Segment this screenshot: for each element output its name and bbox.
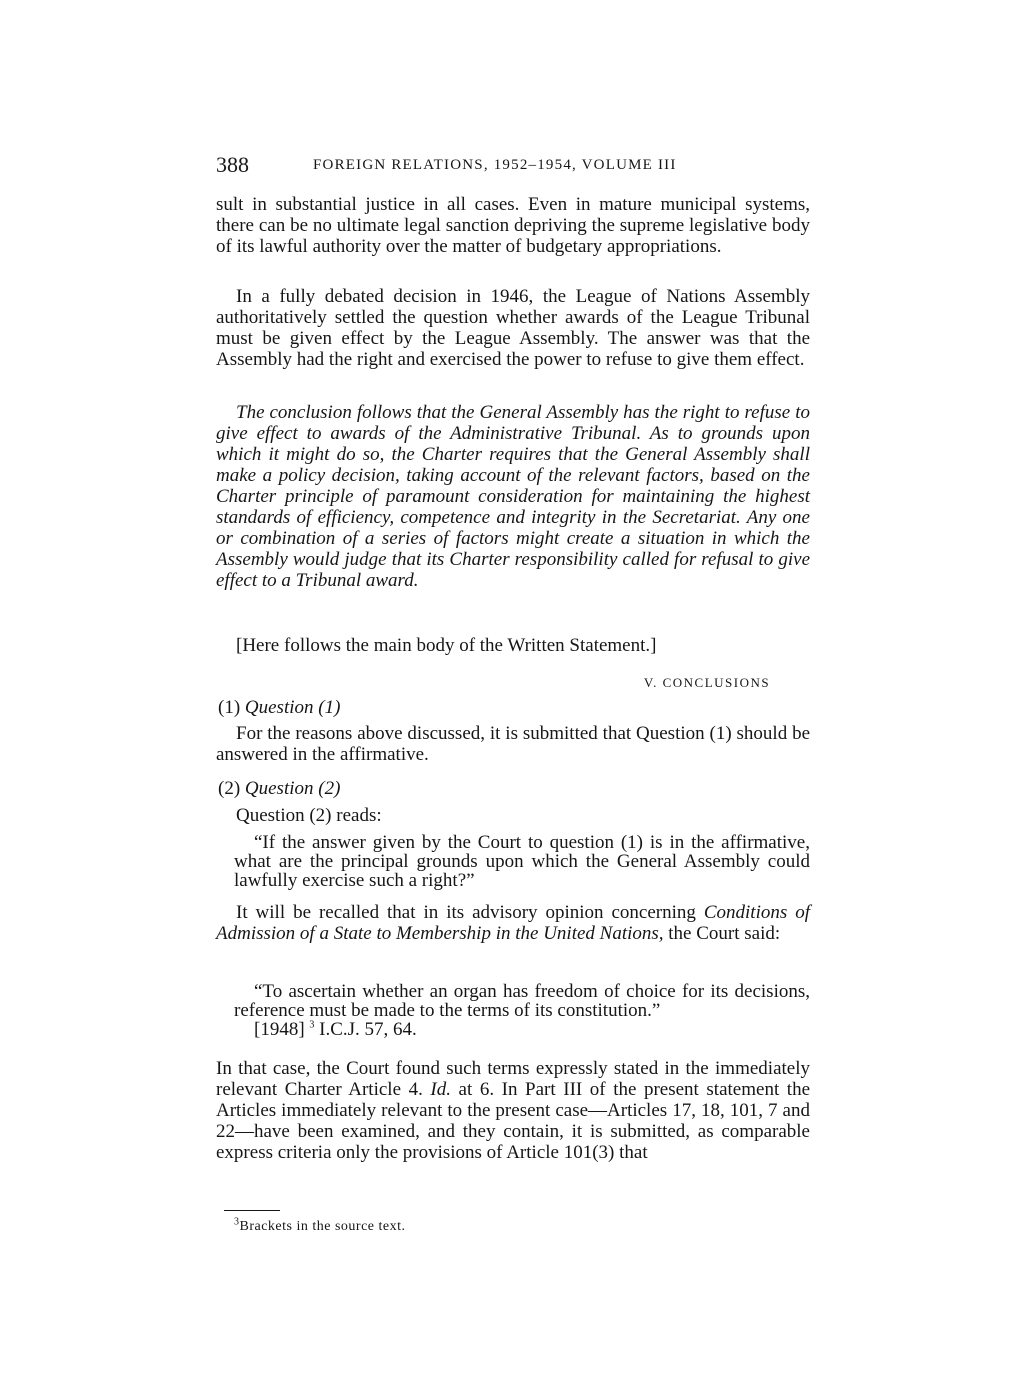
question-2-intro (216, 805, 810, 826)
id-citation: Id. (430, 1079, 451, 1100)
question-1-answer (216, 723, 810, 765)
section-title: V. CONCLUSIONS (643, 675, 771, 690)
court-quote-block (234, 982, 810, 1039)
citation-reference: I.C.J. 57, 64. (319, 1019, 417, 1040)
recall-paragraph (216, 902, 810, 944)
question-2-reads: Question (2) reads: (236, 805, 382, 826)
paragraph-1: sult in substantial justice in all cases. Even in mature municipal systems, there can be no ultimate legal sanction depriving the supreme legislative body of its lawful authority over the matter of budgetary appropriations. (216, 194, 810, 257)
recall-text (216, 902, 810, 944)
running-title: FOREIGN RELATIONS, 1952–1954, VOLUME III (313, 157, 677, 173)
court-quote: “To ascertain whether an organ has freedom of choice for its decisions, reference must be made to the terms of its constitution.” (234, 981, 810, 1021)
question-1-number: (1) (218, 697, 241, 718)
recall-tail: the Court said: (663, 923, 781, 944)
question-1-text: For the reasons above discussed, it is submitted that Question (1) should be answered in the affirmative. (216, 723, 810, 765)
footnote-text: Brackets in the source text. (239, 1219, 406, 1234)
paragraph-3: The conclusion follows that the General Assembly has the right to refuse to give effect to awards of the Administrative Tribunal. As to grounds upon which it might do so, the Charter requires that the General Assembly shall make a policy decision, taking account of the relevant factors, based on the Charter principle of paramount consideration for maintaining the highest standards of efficiency, competence and integrity in the Secretariat. Any one or combination of a series of factors might create a situation in which the Assembly would judge that its Charter responsibility called for refusal to give effect to a Tribunal award. (216, 402, 810, 591)
page-number: 388 (216, 152, 249, 177)
final-text (216, 1058, 810, 1163)
question-2-heading (218, 778, 340, 799)
footnote-ref: 3 (309, 1019, 315, 1031)
case-title: Conditions of Admission of a State to Membership in the United Nations, (216, 902, 810, 944)
paragraph-conclusion-italic (216, 402, 810, 591)
bracket-note (216, 635, 810, 656)
footnote-mark: 3 (234, 1216, 240, 1228)
section-heading (0, 674, 1018, 692)
paragraph-continued (216, 194, 810, 257)
footnote-rule (224, 1210, 280, 1211)
question-2-label: Question (2) (244, 778, 341, 799)
final-part-1: In that case, the Court found such terms expressly stated in the immediately relevant Charter Article 4. (216, 1058, 810, 1100)
question-2-number: (2) (218, 778, 241, 799)
footnote (234, 1216, 406, 1235)
final-part-2: at 6. In Part III of the present statement the Articles immediately relevant to the present case—Articles 17, 18, 101, 7 and 22—have been examined, and they contain, it is submitted, as comparable express criteria only the provisions of Article 101(3) that (216, 1079, 811, 1163)
paragraph-league (216, 286, 810, 370)
question-1-heading (218, 697, 340, 718)
court-citation (234, 1020, 810, 1039)
running-header (216, 152, 816, 176)
paragraph-4: [Here follows the main body of the Written Statement.] (236, 635, 657, 656)
paragraph-2: In a fully debated decision in 1946, the League of Nations Assembly authoritatively settled the question whether awards of the League Tribunal must be given effect by the League Assembly. The answer was that the Assembly had the right and exercised the power to refuse to give them effect. (216, 286, 810, 370)
question-2-quote: “If the answer given by the Court to question (1) is in the affirmative, what are the principal grounds upon which the General Assembly could lawfully exercise such a right?” (234, 832, 810, 891)
question-1-label: Question (1) (244, 697, 341, 718)
question-2-quote-block (234, 833, 810, 890)
citation-year: [1948] (254, 1019, 305, 1040)
recall-lead: It will be recalled that in its advisory opinion concerning (236, 902, 704, 923)
final-paragraph (216, 1058, 810, 1163)
